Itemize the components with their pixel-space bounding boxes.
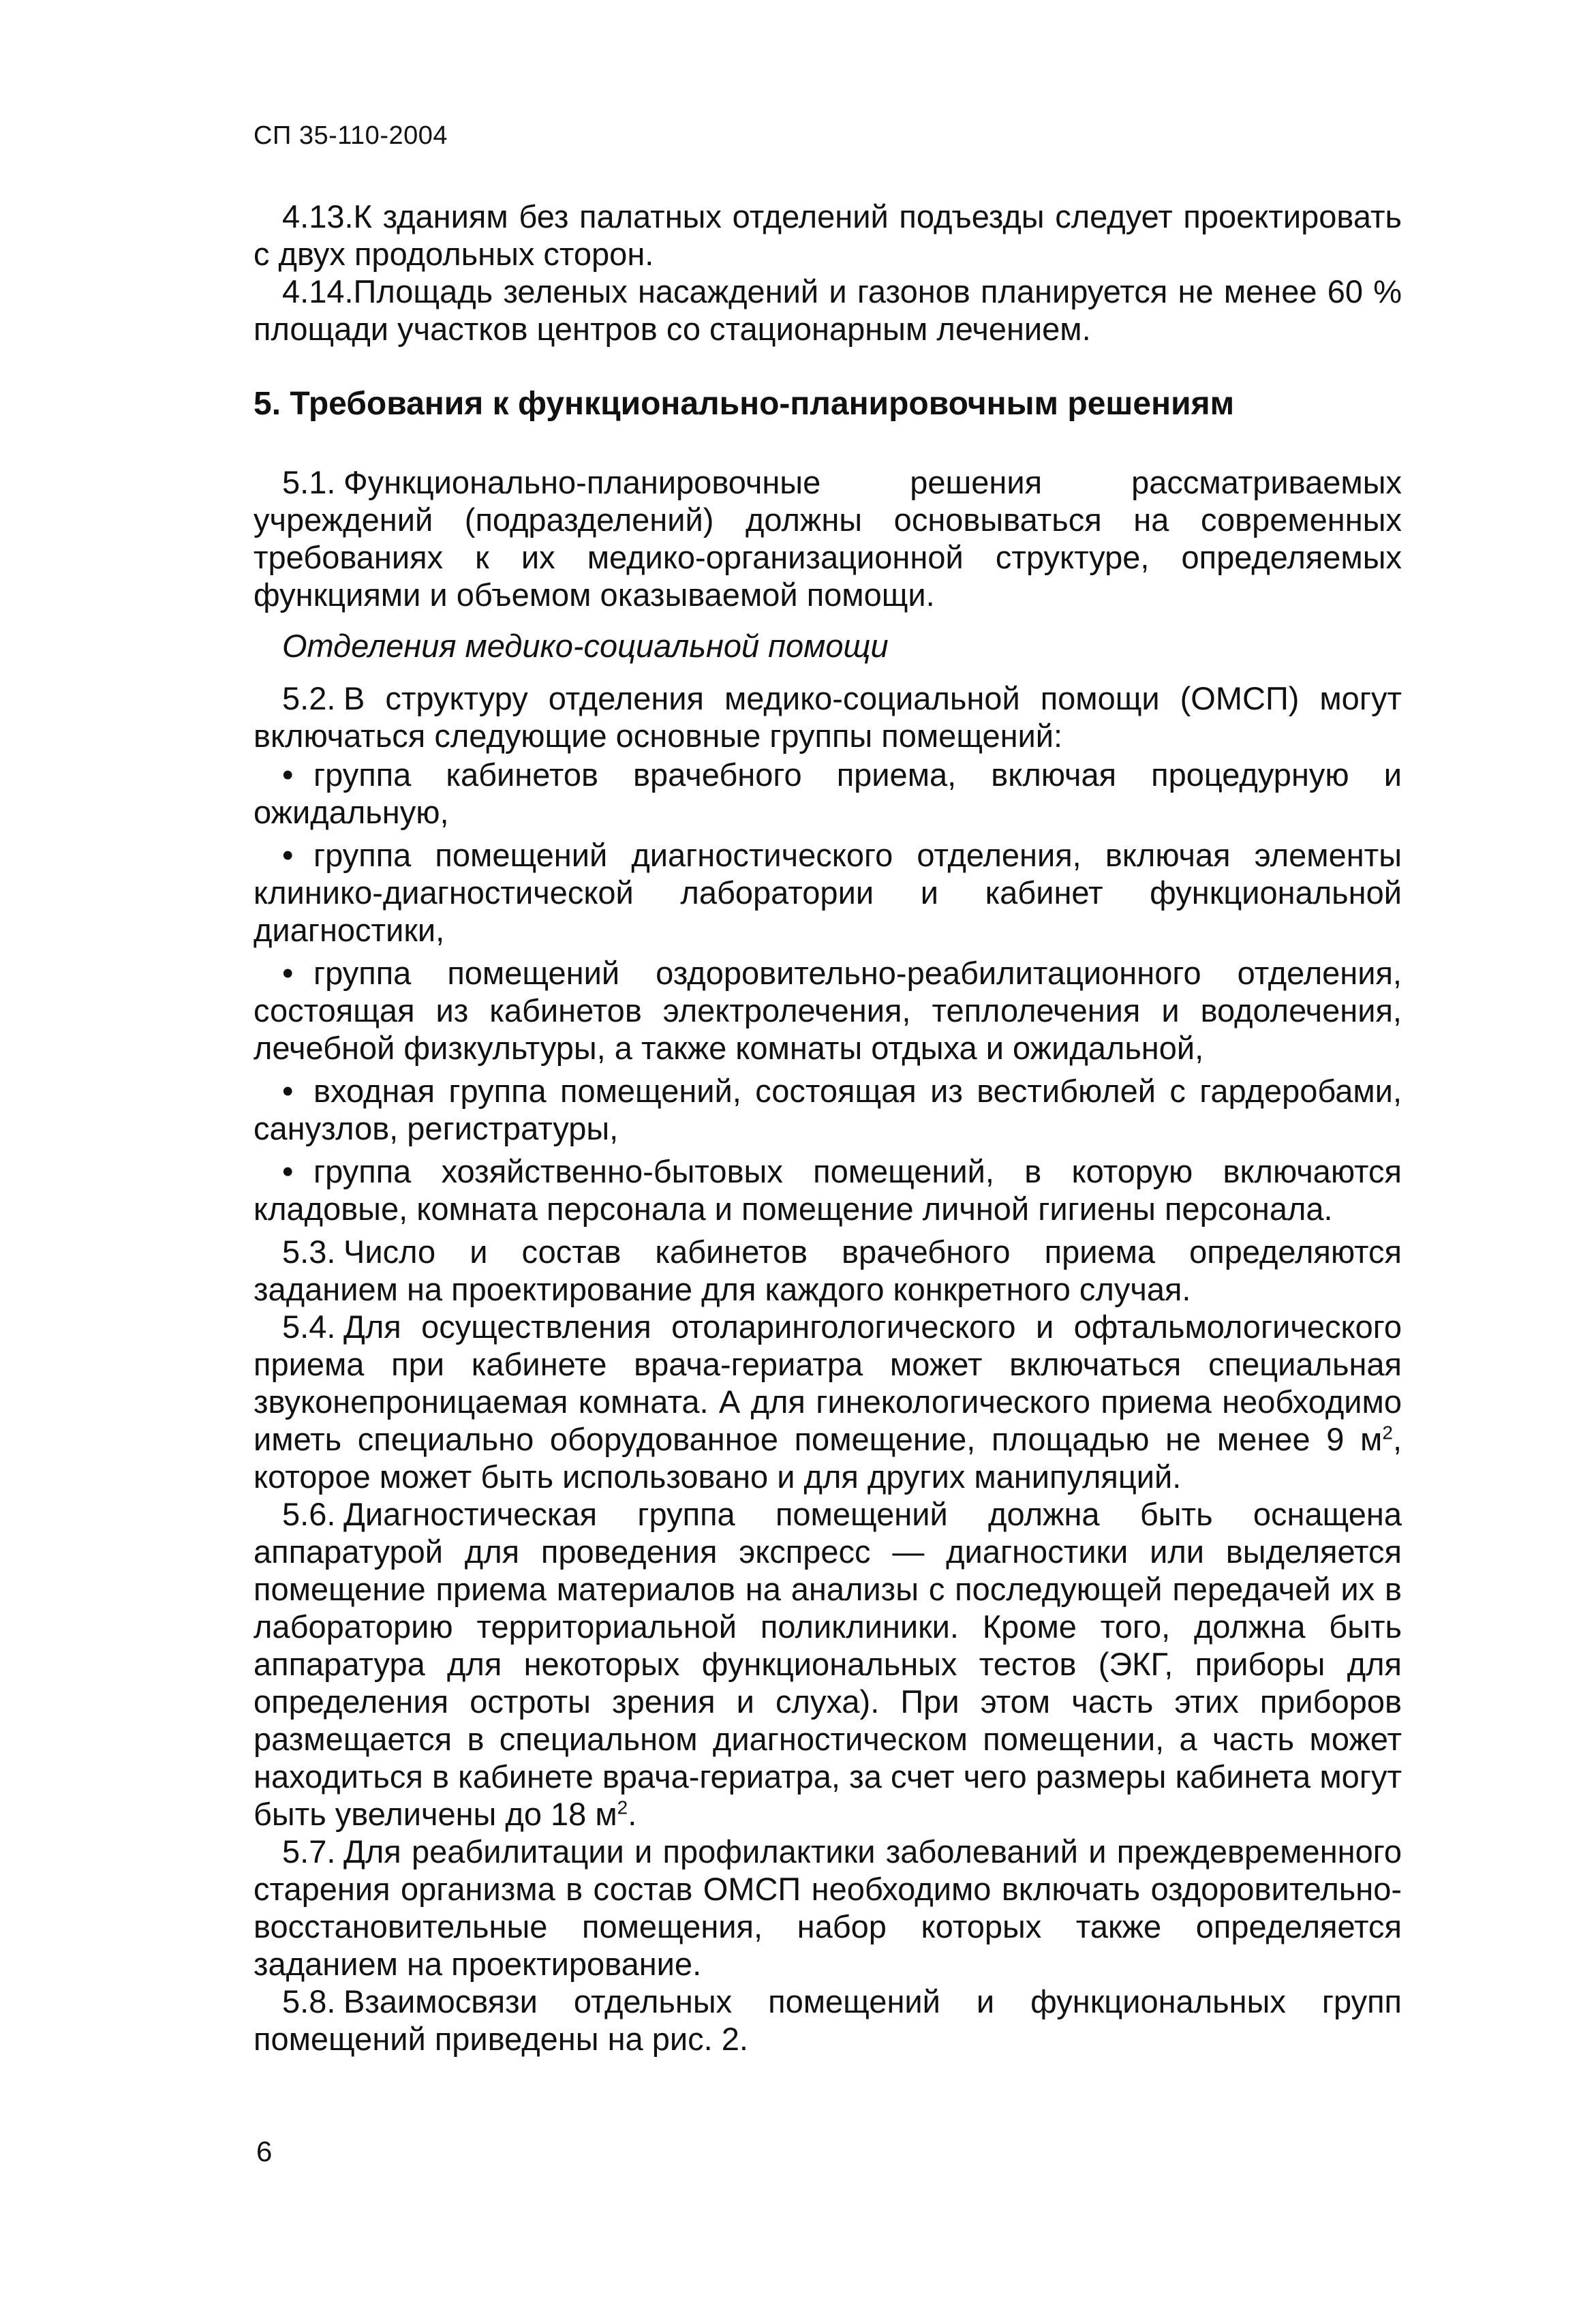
list-item — [254, 954, 1402, 1067]
paragraph-text: Функционально-планировочные решения рассматриваемых учреждений (подразделений) должны основываться на современных требованиях к их медико-организационной структуре, определяемых функциями и объемом оказываемой помощи. — [254, 464, 1402, 613]
list-item — [254, 756, 1402, 831]
paragraph-text: Площадь зеленых насаждений и газонов планируется не менее 60 % площади участков центров со стационарным лечением. — [254, 273, 1402, 347]
paragraph-5-7 — [254, 1833, 1402, 1983]
bullet-icon: • — [282, 757, 294, 793]
paragraph-text: В структуру отделения медико-социальной помощи (ОМСП) могут включаться следующие основные группы помещений: — [254, 680, 1402, 754]
bullet-icon: • — [282, 1153, 294, 1189]
paragraph-number: 5.7. — [282, 1833, 336, 1869]
document-code: СП 35-110-2004 — [254, 121, 448, 150]
bullet-icon: • — [282, 837, 294, 873]
paragraph-text: Взаимосвязи отдельных помещений и функциональных групп помещений приведены на рис. 2. — [254, 1983, 1402, 2057]
paragraph-5-1 — [254, 463, 1402, 613]
page-number: 6 — [256, 2135, 273, 2167]
paragraph-5-3 — [254, 1233, 1402, 1308]
subsection-heading: Отделения медико-социальной помощи — [282, 628, 889, 664]
paragraph-4-13 — [254, 198, 1402, 273]
paragraph-5-4 — [254, 1308, 1402, 1495]
superscript: 2 — [617, 1797, 628, 1818]
list-item-text: группа помещений оздоровительно-реабилитационного отделения, состоящая из кабинетов электролечения, теплолечения и водолечения, лечебной физкультуры, а также комнаты отдыха и ожидальной, — [254, 955, 1402, 1066]
list-item-text: группа помещений диагностического отделения, включая элементы клинико-диагностической лаборатории и кабинет функциональной диагностики, — [254, 837, 1402, 948]
list-item — [254, 836, 1402, 949]
bullet-icon: • — [282, 955, 294, 991]
paragraph-number: 5.4. — [282, 1309, 336, 1345]
paragraph-number: 4.13. — [282, 198, 354, 234]
document-body — [254, 198, 1402, 2058]
paragraph-number: 4.14. — [282, 273, 354, 309]
superscript: 2 — [1382, 1422, 1393, 1444]
list-item-text: входная группа помещений, состоящая из вестибюлей с гардеробами, санузлов, регистратуры, — [254, 1073, 1402, 1146]
paragraph-number: 5.3. — [282, 1234, 336, 1270]
list-item — [254, 1072, 1402, 1147]
paragraph-text: Для реабилитации и профилактики заболеваний и преждевременного старения организма в состав ОМСП необходимо включать оздоровительно-восстановительные помещения, набор которых также определяется заданием на проектирование. — [254, 1833, 1402, 1982]
section-5-title: 5. Требования к функционально-планировочным решениям — [254, 386, 1235, 422]
list-item-text: группа кабинетов врачебного приема, включая процедурную и ожидальную, — [254, 757, 1402, 830]
paragraph-number: 5.8. — [282, 1983, 336, 2019]
paragraph-5-6 — [254, 1495, 1402, 1833]
paragraph-text-continued: , которое может быть использовано и для других манипуляций. — [254, 1421, 1402, 1495]
paragraph-text: К зданиям без палатных отделений подъезды следует проектировать с двух продольных сторон. — [254, 198, 1402, 272]
bullet-icon: • — [282, 1073, 294, 1109]
paragraph-number: 5.2. — [282, 680, 336, 716]
paragraph-5-2 — [254, 680, 1402, 754]
list-item — [254, 1153, 1402, 1227]
paragraph-text-continued: . — [628, 1796, 637, 1832]
list-item-text: группа хозяйственно-бытовых помещений, в которую включаются кладовые, комната персонала и помещение личной гигиены персонала. — [254, 1153, 1402, 1227]
paragraph-number: 5.6. — [282, 1496, 336, 1532]
paragraph-text: Диагностическая группа помещений должна быть оснащена аппаратурой для проведения экспресс — диагностики или выделяется помещение приема материалов на анализы с последующей передачей их в лабораторию территориальной поликлиники. Кроме того, должна быть аппаратура для некоторых функциональных тестов (ЭКГ, приборы для определения остроты зрения и слуха). При этом часть этих приборов размещается в специальном диагностическом помещении, а часть может находиться в кабинете врача-гериатра, за счет чего размеры кабинета могут быть увеличены до 18 м — [254, 1496, 1402, 1832]
room-groups-list — [254, 756, 1402, 1227]
paragraph-4-14 — [254, 273, 1402, 348]
paragraph-5-8 — [254, 1983, 1402, 2058]
paragraph-text: Для осуществления отоларингологического и офтальмологического приема при кабинете врача-гериатра может включаться специальная звуконепроницаемая комната. А для гинекологического приема необходимо иметь специально оборудованное помещение, площадью не менее 9 м — [254, 1309, 1402, 1457]
paragraph-text: Число и состав кабинетов врачебного приема определяются заданием на проектирование для каждого конкретного случая. — [254, 1234, 1402, 1307]
paragraph-number: 5.1. — [282, 464, 336, 500]
